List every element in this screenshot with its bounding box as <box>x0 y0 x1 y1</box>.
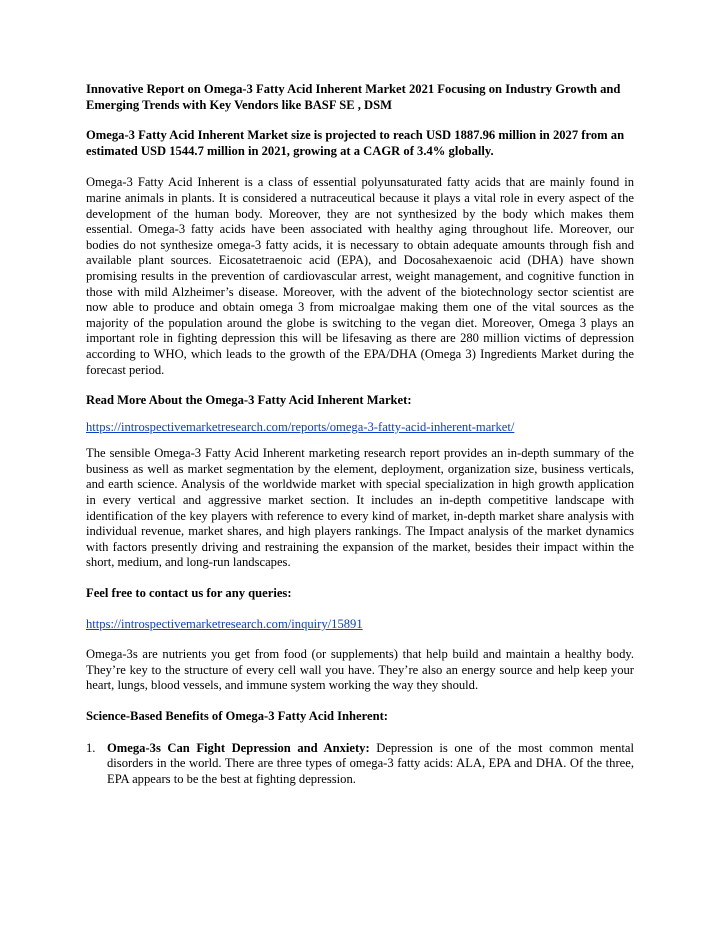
document-page <box>86 82 634 787</box>
document-title: Innovative Report on Omega-3 Fatty Acid Inherent Market 2021 Focusing on Industry Growth and Emerging Trends with Key Vendors like BASF SE , DSM <box>86 82 621 112</box>
report-link[interactable]: https://introspectivemarketresearch.com/reports/omega-3-fatty-acid-inherent-market/ <box>86 419 515 434</box>
intro-paragraph: Omega-3 Fatty Acid Inherent is a class of essential polyunsaturated fatty acids that are mainly found in marine animals in plants. It is considered a nutraceutical because it plays a vital role in every aspect of the development of the human body. Moreover, they are not synthesized by the body which makes them essential. Omega-3 fatty acids have been associated with healthy aging throughout life. Moreover, our bodies do not synthesize omega-3 fatty acids, it is necessary to obtain adequate amounts through fish and available plant sources. Eicosatetraenoic acid (EPA), and Docosahexaenoic acid (DHA) have shown promising results in the prevention of cardiovascular arrest, weight management, and cognitive function in those with mild Alzheimer’s disease. Moreover, with the advent of the biotechnology sector scientist are now able to produce and obtain omega 3 from microalgae making them one of the vital sources as the majority of the population around the globe is switching to the vegan diet. Moreover, Omega 3 plays an important role in fighting depression this will be lifesaving as there are 280 million victims of depression according to WHO, which leads to the growth of the EPA/DHA (Omega 3) Ingredients Market during the forecast period. <box>86 175 634 377</box>
report-paragraph: The sensible Omega-3 Fatty Acid Inherent marketing research report provides an in-depth summary of the business as well as market segmentation by the element, deployment, organization size, business verticals, and earth science. Analysis of the worldwide market with special specialization in high growth application in every vertical and aggressive market section. It includes an in-depth competitive landscape with identification of the key players with reference to every kind of market, in-depth market share analysis with individual revenue, market shares, and high players rankings. The Impact analysis of the market dynamics with factors presently driving and restraining the expansion of the market, besides their impact within the short, medium, and long-run landscapes. <box>86 446 634 570</box>
list-item-number: 1. <box>86 740 96 755</box>
list-item-text: Depression is one of the most common mental disorders in the world. There are three types of omega-3 fatty acids: ALA, EPA and DHA. Of the three, EPA appears to be the best at fighting depression. <box>107 740 634 786</box>
benefits-heading: Science-Based Benefits of Omega-3 Fatty Acid Inherent: <box>86 709 388 723</box>
list-item <box>86 741 634 788</box>
inquiry-link[interactable]: https://introspectivemarketresearch.com/inquiry/15891 <box>86 616 363 631</box>
benefits-list <box>86 741 634 788</box>
read-more-heading: Read More About the Omega-3 Fatty Acid Inherent Market: <box>86 393 412 408</box>
market-size-summary: Omega-3 Fatty Acid Inherent Market size is projected to reach USD 1887.96 million in 2027 from an estimated USD 1544.7 million in 2021, growing at a CAGR of 3.4% globally. <box>86 128 625 158</box>
list-item-lead: Omega-3s Can Fight Depression and Anxiety: <box>107 740 370 755</box>
contact-heading: Feel free to contact us for any queries: <box>86 586 292 601</box>
nutrients-paragraph: Omega-3s are nutrients you get from food (or supplements) that help build and maintain a healthy body. They’re key to the structure of every cell wall you have. They’re also an energy source and help keep your heart, lungs, blood vessels, and immune system working the way they should. <box>86 647 634 693</box>
